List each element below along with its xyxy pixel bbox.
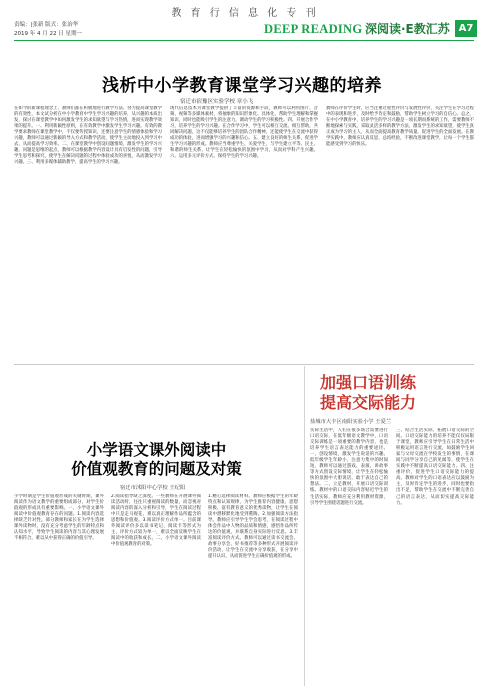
article2-column-1: 实际生活中，人们在很多场合需要进行口语交际，在低年级语文教学中，口语交际训练是一项重要的教学内容，也是培养学生语言表达能力的重要途径。一、创设情境，激发学生说话的兴趣。低年级学生年龄小，注意力集中的时间短，教师可以通过游戏、表演、讲故事等方式创设交际情境，让学生在轻松愉快的氛围中大胆说话，敢于表达自己的想法。二、立足教材，开展口语交际训练。教材中的口语交际内容贴近学生的生活实际，教师应充分利用教材资源，引导学生围绕话题进行交流。 [310,428,388,506]
article2-byline: 盐城市大丰区南阳实验小学 王爱兰 [310,419,392,425]
article1-column-3: 教师在评价学生时，应当注重过程性评价与发展性评价，关注学生在学习过程中的表现和进步，及时给予肯定和鼓励，帮助学生树立学习的自信心。总之，在中小学教育中，培养学生的学习兴趣是一项长期而系统的工作，需要教师不断地探索与实践，采取灵活多样的教学方法，激发学生的求知欲望，使学生真正成为学习的主人，从而全面提高教育教学质量，促进学生的全面发展。在教学实践中，教师应认真反思，总结经验，不断改进课堂教学，让每一个学生都能感受到学习的快乐。 [326,106,474,148]
article2-body [310,428,474,683]
article3-column-1: 小学时期是学生价值观形成的关键时期，课外阅读作为语文教学的重要组成部分，对学生价值观的形成具有重要影响。一、小学语文课外阅读中价值观教育存在的问题。1.阅读内容选择缺乏针对性。部分教师和家长在为学生选择课外读物时，没有充分考虑学生的年龄特点和认知水平，导致学生阅读的内容与其心理发展不相符合，难以从中获得正确的价值引导。 [14,494,104,542]
article3-byline: 宿迁市沭阳中心学校 王纪阳 [120,485,186,491]
page-header [0,0,487,44]
article3-body [14,494,298,686]
header-date: 2019 年 4 月 22 日 星期一 [14,31,82,37]
article1-body [14,106,474,361]
header-top-title: 教 育 行 信 息 化 专 刊 [171,8,319,19]
vertical-divider [304,366,305,686]
article2-column-2: 三、结合生活实际，拓展口语交际的空间。口语交际能力的培养不能仅仅局限于课堂，教师应引导学生在日常生活中积极运用语言进行交流，如鼓励学生回家与父母交流在学校发生的事情，在课间与同学分享自己的见闻等，使学生在实践中不断提高口语交际能力。四、注重评价，促进学生口语交际能力的提高。教师对学生的口语表达应以鼓励为主，及时肯定学生的进步，同时也要指出不足，帮助学生在交流中不断完善自己的语言表达，从而切实提高交际能力。 [396,428,474,506]
article1-column-1: 在如今的新课程理念上，教师们都在积极地进行教学方法、努力提高课堂教学的有效性，本文试分析在中小学教育中学生学习兴趣的培养，从兴趣的本质出发，探讨在课堂教学中如何激发学生的求知欲望与学习热情，进而实现教学效果的提升。一、利用新颖性原则，在有效教学中激发学生学习兴趣。有效的教学要求教师在课堂教学中，不仅要传授知识，还要注意学生的情感体验和学习兴趣，教师可以通过新颖的导入方式和教学活动，使学生主动地投入到学习中去，从而提高学习效率。二、在课堂教学中创设问题情境，激发学生的学习兴趣。问题是思维的起点，教师可以根据教学内容设计具有启发性的问题，引导学生思考和探究，使学生在解决问题的过程中体验成功的喜悦，从而激发学习兴趣。三、利用多媒体辅助教学，提高学生的学习兴趣。 [14,106,162,166]
article1-column-2: 现代信息技术为课堂教学提供了丰富的资源和手段，教师可以利用图片、音频、视频等多媒体素材，将抽象的知识形象化、具体化，帮助学生理解和掌握知识，同时也能吸引学生的注意力，调动学生的学习积极性。四、开展合作学习，培养学生的学习兴趣。在合作学习中，学生可以相互交流、相互帮助，共同解决问题，这不仅能够培养学生的团队合作精神，还能使学生在交流中获得成功的体验，进而增强学习的兴趣和信心。五、建立良好的师生关系，促进学生学习兴趣的形成。教师应当尊重学生、关爱学生，与学生建立平等、民主、和谐的师生关系，让学生在轻松愉快的氛围中学习，从而对学科产生兴趣。六、运用多元评价方式，保持学生的学习兴趣。 [170,106,318,160]
header-editor: 责编：|张新 版式：张治华 [14,22,79,28]
header-brand: DEEP READING [264,22,363,36]
page-number-badge [455,20,477,37]
header-section: 深阅读·E教汇苏 [365,22,450,36]
article3-column-3: 1.精心选择阅读材料。教师应根据学生的年龄特点和认知规律，为学生推荐内容健康、思想积极、富有教育意义的优秀读物，让学生在阅读中潜移默化地受到熏陶。2.加强阅读方法指导。教师应引导学生学会思考，在阅读过程中体会作品中人物的品质和情感，感悟作品所传达的价值观，并联系自身实际进行反思。3.丰富阅读评价方式。教师可以通过读书交流会、故事分享会、好书推荐等多种形式开展阅读评价活动，让学生在交流中分享收获，在分享中提升认识，从而促进学生正确价值观的形成。 [208,494,298,560]
article3-column-2: 2.阅读指导缺乏深度。一些教师在开展课外阅读活动时，往往只重视阅读的数量，而忽视对阅读内容的深入分析和引导，学生在阅读过程中只是走马观花，难以真正理解作品所蕴含的思想和价值观。3.阅读评价方式单一。目前课外阅读评价多以读书笔记、阅读卡等形式为主，评价方式较为单一，难以全面反映学生在阅读中的收获和成长。二、小学语文课外阅读中价值观教育的对策。 [111,494,201,548]
article1-title: 浅析中小学教育课堂学习兴趣的培养 [102,76,382,96]
section-divider-1 [14,364,474,365]
article1-byline: 宿迁市宿豫区实验学校 章小飞 [180,99,254,105]
article3-title: 小学语文课外阅读中 价值观教育的问题及对策 [71,441,242,478]
header-divider [14,40,474,41]
page-number: A7 [458,23,474,34]
article2-title: 加强口语训练 提高交际能力 [320,373,417,412]
